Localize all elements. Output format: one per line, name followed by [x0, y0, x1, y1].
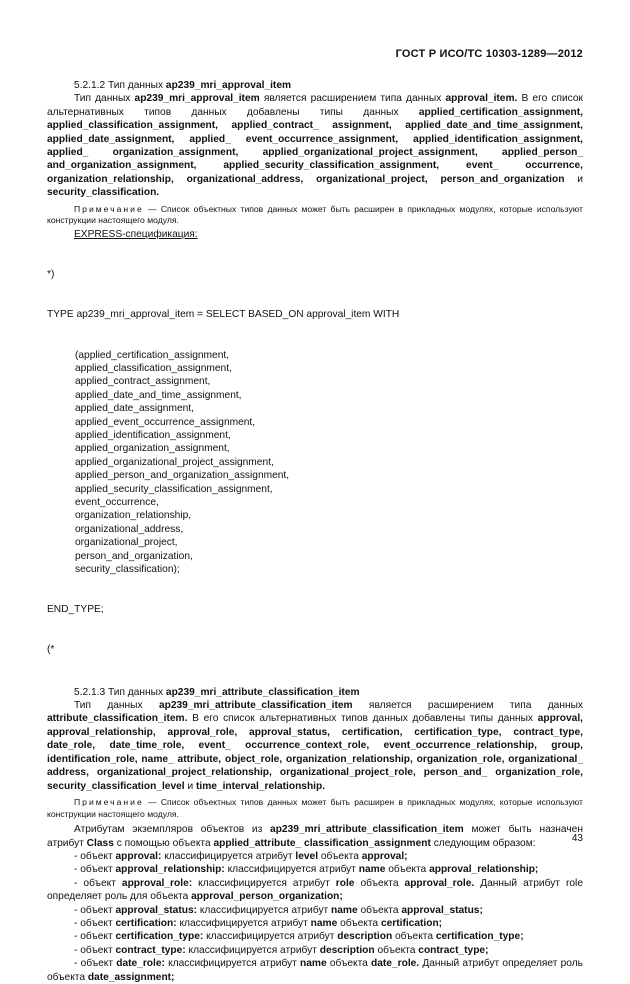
bold-term: approval_status;: [401, 904, 483, 916]
text-run: объекта: [326, 958, 372, 970]
bold-term: date_role.: [371, 958, 420, 970]
bold-term: ap239_mri_attribute_classification_item: [158, 700, 353, 712]
bold-term: approval_status:: [115, 904, 198, 916]
text-run: объекта: [354, 877, 405, 889]
text-run: классифицируется атрибут: [176, 917, 311, 929]
bold-term: approval, approval_relationship, approval_role, approval_status, certification, certification_type, contract_type, date_role, date_time_role, event_ occurrence_context_role, event_occurrence_relationship, group, identification_role, name_ attribute, object_role, organization_relationship, organization_role, organizational_ address, organizational_project_relationship, organizational_project_role, person_and_ organization_role, security_classification_level: [47, 713, 583, 792]
code-item: organizational_address,: [75, 523, 184, 535]
code-item: applied_organization_assignment,: [75, 443, 230, 455]
bold-term: date_assignment;: [87, 971, 175, 983]
code-item: organization_relationship,: [75, 510, 192, 522]
text-run: классифицируется атрибут: [192, 877, 336, 889]
bold-term: applied_certification_assignment, applied_classification_assignment, applied_contract_ assignment, applied_date_and_time_assignment, applied_date_assignment, applied_ event_occurrence_assignment, applied_identification_assignment, applied_ organization_assignment, applied_organizational_project_assignment, applied_person_ and_organization_assignment, applied_security_classification_assignment, event_ occurrence, organization_relationship, organizational_address, organizational_project, person_and_organization: [47, 106, 583, 185]
text-run: объекта: [318, 850, 362, 862]
text-run: и: [184, 780, 196, 792]
bold-term: approval:: [115, 850, 162, 862]
bold-term: applied_attribute_ classification_assignment: [213, 837, 431, 849]
text-run: является расширением типа данных: [259, 93, 446, 105]
bold-term: date_role:: [116, 958, 165, 970]
bold-term: name: [310, 917, 338, 929]
text-run: и: [564, 173, 583, 185]
code-item: security_classification);: [75, 564, 180, 575]
code-item: applied_date_assignment,: [75, 403, 194, 415]
bold-term: ap239_mri_approval_item: [134, 93, 260, 105]
bold-term: description: [337, 931, 393, 943]
bold-term: approval;: [361, 850, 408, 862]
bullet-item: [47, 957, 583, 984]
text-run: - объект: [74, 850, 116, 862]
bold-term: level: [295, 850, 319, 862]
text-run: - объект: [74, 877, 122, 889]
code-item: applied_security_classification_assignment,: [75, 483, 273, 495]
bullet-item: [47, 930, 583, 943]
bold-term: name: [331, 904, 358, 916]
bullet-item: [47, 863, 583, 876]
code-item: applied_date_and_time_assignment,: [75, 389, 242, 401]
code-open: *): [47, 269, 55, 281]
text-run: В его список альтернативных типов данных добавлены типы данных: [187, 713, 538, 725]
bold-term: approval_role:: [121, 877, 193, 889]
text-run: Атрибутам экземпляров объектов из: [74, 824, 271, 836]
page-number: 43: [571, 833, 583, 844]
text-run: объекта: [392, 931, 436, 943]
code-close: (*: [47, 644, 55, 656]
bold-term: approval_relationship:: [115, 864, 225, 876]
bullet-item: [47, 917, 583, 930]
bold-term: contract_type;: [418, 944, 489, 956]
bold-term: Class: [86, 837, 114, 849]
text-run: классифицируется атрибут: [197, 904, 332, 916]
text-run: объекта: [374, 944, 419, 956]
bold-term: contract_type:: [115, 944, 186, 956]
text-run: может быть назначен атрибут: [47, 824, 583, 849]
bold-term: certification_type;: [435, 931, 524, 943]
code-item: person_and_organization,: [75, 550, 193, 562]
bold-term: description: [319, 944, 375, 956]
code-item: event_occurrence,: [75, 496, 159, 508]
code-item: (applied_certification_assignment,: [75, 349, 230, 361]
bold-term: name: [358, 864, 386, 876]
text-run: классифицируется атрибут: [203, 931, 338, 943]
bullet-item: [47, 877, 583, 904]
bold-term: role: [335, 877, 355, 889]
code-item: organizational_project,: [75, 537, 178, 549]
code-end: END_TYPE;: [47, 604, 104, 616]
document-header: ГОСТ Р ИСО/ТС 10303-1289—2012: [395, 48, 583, 60]
code-item: applied_organizational_project_assignment,: [75, 456, 274, 468]
text-run: объекта: [357, 904, 402, 916]
text-run: - объект: [74, 904, 116, 916]
text-run: является расширением типа данных: [352, 700, 584, 712]
text-run: Тип данных: [74, 700, 159, 712]
bold-term: approval_person_organization;: [191, 891, 343, 903]
text-run: классифицируется атрибут: [164, 958, 301, 970]
code-type-line: TYPE ap239_mri_approval_item = SELECT BASED_ON approval_item WITH: [47, 309, 400, 321]
code-item: applied_contract_assignment,: [75, 376, 211, 388]
bold-term: approval_relationship;: [429, 864, 539, 876]
text-run: - объект: [74, 931, 116, 943]
text-run: классифицируется атрибут: [161, 850, 296, 862]
code-items: [47, 349, 583, 577]
bold-term: certification;: [380, 917, 443, 929]
code-item: applied_person_and_organization_assignment,: [75, 470, 290, 482]
attribute-paragraph: [47, 823, 583, 850]
text-run: следующим образом:: [430, 837, 536, 849]
section2-note: Примечание — Список объектных типов данных может быть расширен в прикладных модулях, которые используют конструкции настоящего модуля.: [47, 796, 583, 819]
text-run: Данный атрибут role определяет роль для объекта: [47, 877, 583, 903]
text-run: объекта: [385, 864, 430, 876]
text-run: В его список альтернативных типов данных добавлены типы данных: [47, 93, 583, 118]
text-run: классифицируется атрибут: [224, 864, 359, 876]
section1-paragraph: [47, 92, 583, 199]
bold-term: approval_item.: [445, 93, 518, 105]
bullet-list: [47, 850, 583, 984]
text-run: - объект: [74, 864, 116, 876]
text-run: Данный атрибут определяет роль объекта: [47, 958, 583, 983]
bold-term: approval_role.: [404, 877, 475, 889]
text-run: - объект: [74, 944, 116, 956]
code-item: applied_classification_assignment,: [75, 362, 232, 374]
text-run: - объект: [74, 958, 117, 970]
code-item: applied_identification_assignment,: [75, 429, 231, 441]
section2-paragraph: [47, 699, 583, 793]
text-run: - объект: [74, 917, 116, 929]
text-run: классифицируется атрибут: [185, 944, 320, 956]
express-code-block: [47, 241, 583, 683]
section1-note: Примечание — Список объектных типов данных может быть расширен в прикладных модулях, которые используют конструкции настоящего модуля.: [47, 203, 583, 226]
text-run: объекта: [337, 917, 381, 929]
bold-term: name: [300, 958, 327, 970]
text-run: Тип данных: [74, 93, 135, 105]
bullet-item: [47, 850, 583, 863]
section-heading-5-2-1-2: 5.2.1.2 Тип данных ap239_mri_approval_item: [74, 80, 292, 91]
code-item: applied_event_occurrence_assignment,: [75, 416, 256, 428]
bold-term: time_interval_relationship.: [195, 780, 326, 792]
text-run: с помощью объекта: [113, 837, 214, 849]
bold-term: certification_type:: [115, 931, 204, 943]
bold-term: attribute_classification_item.: [47, 713, 188, 725]
express-label: EXPRESS-спецификация:: [74, 228, 198, 240]
section-heading-5-2-1-3: 5.2.1.3 Тип данных ap239_mri_attribute_classification_item: [74, 686, 360, 698]
bold-term: ap239_mri_attribute_classification_item: [270, 824, 464, 836]
page-body: [47, 79, 583, 984]
bold-term: security_classification.: [47, 187, 160, 199]
bullet-item: [47, 904, 583, 917]
bold-term: certification:: [115, 917, 177, 929]
bullet-item: [47, 944, 583, 957]
